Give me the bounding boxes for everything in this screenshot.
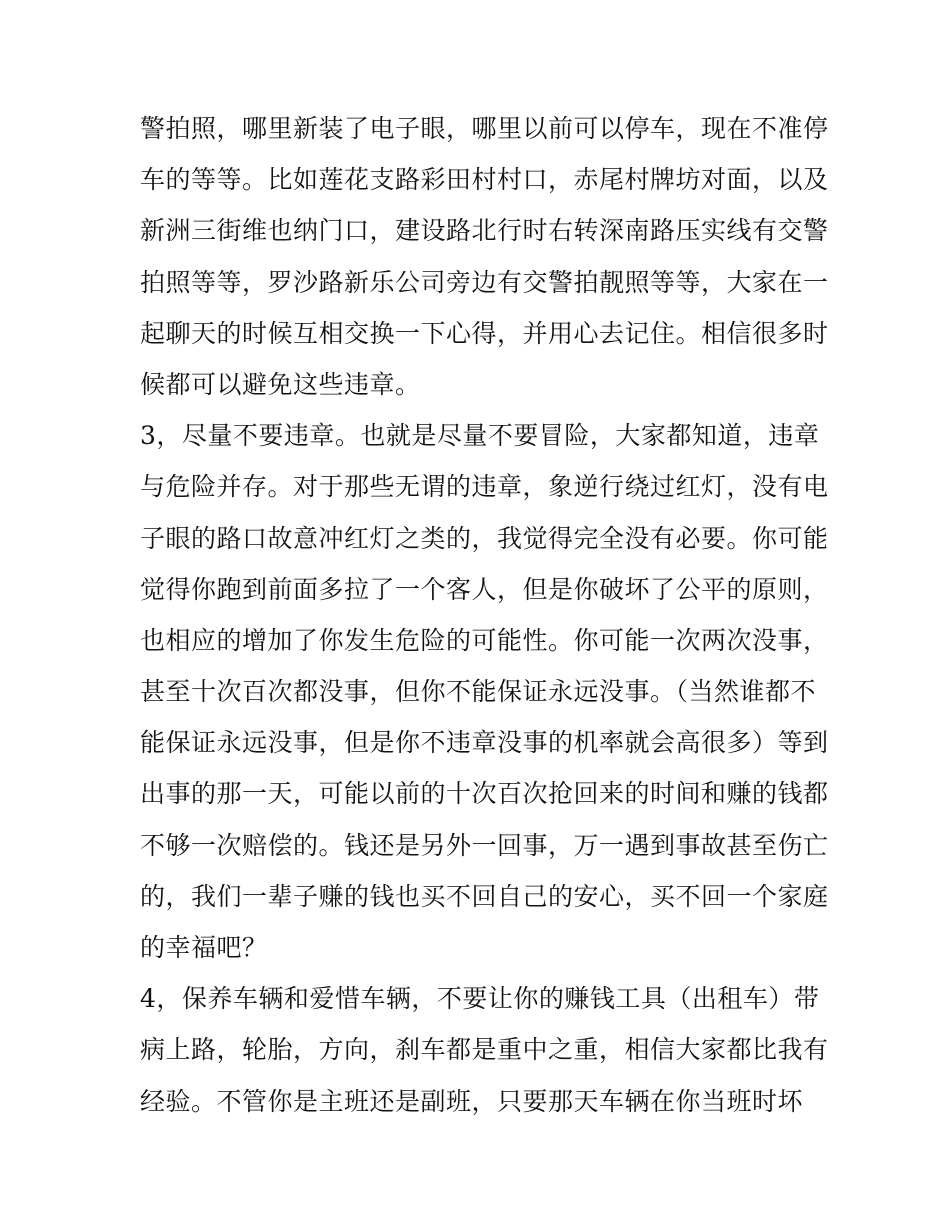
text-line: 子眼的路口故意冲红灯之类的，我觉得完全没有必要。你可能 (140, 523, 829, 553)
text-line: 与危险并存。对于那些无谓的违章，象逆行绕过红灯，没有电 (140, 472, 829, 502)
text-line: 不够一次赔偿的。钱还是另外一回事，万一遇到事故甚至伤亡 (140, 830, 829, 860)
text-line: 经验。不管你是主班还是副班，只要那天车辆在你当班时坏 (140, 1086, 804, 1116)
text-line: 也相应的增加了你发生危险的可能性。你可能一次两次没事， (140, 625, 829, 655)
text-line: 的，我们一辈子赚的钱也买不回自己的安心，买不回一个家庭 (140, 881, 829, 911)
text-line: 觉得你跑到前面多拉了一个客人，但是你破坏了公平的原则， (140, 574, 829, 604)
text-line: 候都可以避免这些违章。 (140, 369, 421, 399)
text-line: 警拍照，哪里新装了电子眼，哪里以前可以停车，现在不准停 (140, 114, 829, 143)
body-text (140, 103, 829, 1127)
text-line: 起聊天的时候互相交换一下心得，并用心去记住。相信很多时 (140, 318, 829, 348)
text-line: 的幸福吧？ (140, 933, 268, 962)
text-line: 3，尽量不要违章。也就是尽量不要冒险，大家都知道，违章 (140, 421, 820, 451)
text-line: 车的等等。比如莲花支路彩田村村口，赤尾村牌坊对面，以及 (140, 165, 829, 195)
text-line: 甚至十次百次都没事，但你不能保证永远没事。（当然谁都不 (140, 677, 817, 707)
text-line: 拍照等等，罗沙路新乐公司旁边有交警拍靓照等等，大家在一 (140, 267, 829, 297)
text-line: 能保证永远没事，但是你不违章没事的机率就会高很多）等到 (140, 728, 829, 758)
text-line: 新洲三街维也纳门口，建设路北行时右转深南路压实线有交警 (140, 216, 829, 246)
text-line: 出事的那一天，可能以前的十次百次抢回来的时间和赚的钱都 (140, 779, 829, 809)
text-line: 病上路，轮胎，方向，刹车都是重中之重，相信大家都比我有 (140, 1035, 829, 1065)
text-line: 4，保养车辆和爱惜车辆，不要让你的赚钱工具（出租车）带 (140, 984, 820, 1014)
